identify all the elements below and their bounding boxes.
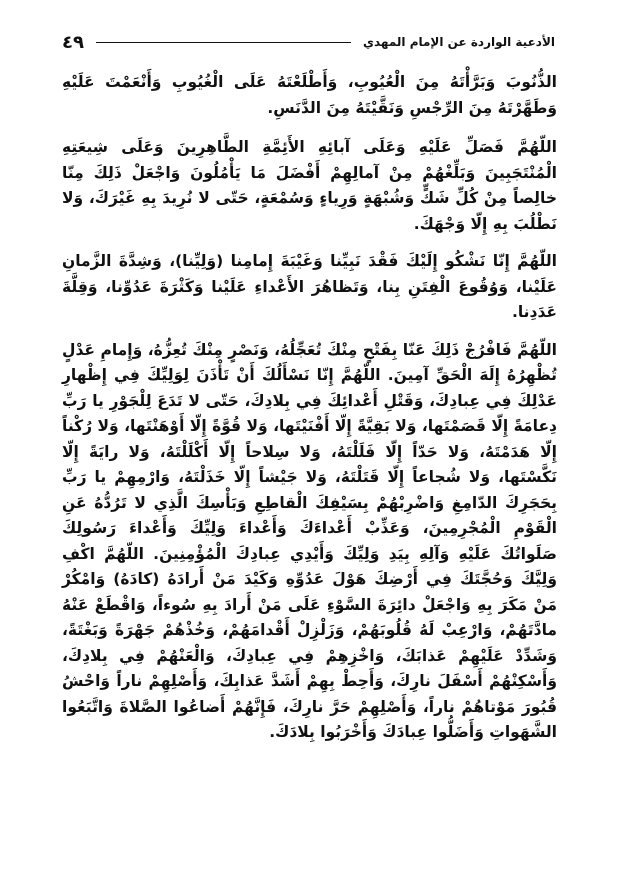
header-rule (96, 42, 351, 43)
running-title: الأدعية الواردة عن الإمام المهدي (363, 35, 555, 49)
page-number: ٤٩ (62, 31, 84, 53)
body-text (62, 70, 557, 758)
paragraph: اللّهُمَّ فَافْرُجْ ذَلِكَ عَنّا بِفَتْحٍ مِنْكَ تُعَجِّلُهُ، وَنَصْرٍ مِنْكَ تُعِزُّهُ، وَإِمامِ عَدْلٍ تُظْهِرُهُ إِلَهَ الْحَقِّ آمِينَ. اللّهُمَّ إِنّا نَسْأَلُكَ أَنْ تَأْذَنَ لِوَلِيِّكَ فِي إِظْهارِ عَدْلِكَ فِي عِبادِكَ، وَقَتْلِ أَعْدائِكَ فِي بِلادِكَ، حَتّى لا تَدَعَ لِلْجَوْرِ يا رَبِّ دِعامَةً إِلّا قَصَمْتَها، وَلا بَقِيَّةً إِلّا أَفْنَيْتَها، وَلا قُوَّةً إِلّا أَوْهَنْتَها، وَلا رُكْناً إِلّا هَدَمْتَهُ، وَلا حَدّاً إِلّا فَلَلْتَهُ، وَلا سِلاحاً إِلّا أَكْلَلْتَهُ، وَلا رايَةً إِلّا نَكَّسْتَها، وَلا شُجاعاً إِلّا قَتَلْتَهُ، وَلا جَيْشاً إِلّا خَذَلْتَهُ، وَارْمِهِمْ يا رَبِّ بِحَجَرِكَ الدّامِغِ وَاضْرِبْهُمْ بِسَيْفِكَ الْقاطِعِ وَبَأْسِكَ الَّذِي لا تَرُدُّهُ عَنِ الْقَوْمِ الْمُجْرِمِينَ، وَعَذِّبْ أَعْداءَكَ وَأَعْداءَ وَلِيِّكَ وَأَعْداءَ رَسُولِكَ صَلَواتُكَ عَلَيْهِ وَآلِهِ بِيَدِ وَلِيِّكَ وَأَيْدِي عِبادِكَ الْمُؤْمِنِينَ. اللّهُمَّ اكْفِ وَلِيَّكَ وَحُجَّتَكَ فِي أَرْضِكَ هَوْلَ عَدُوِّهِ وَكَيْدَ مَنْ أَرادَهُ (كادَهُ) وَامْكُرْ مَنْ مَكَرَ بِهِ وَاجْعَلْ دائِرَةَ السَّوْءِ عَلَى مَنْ أَرادَ بِهِ سُوءاً، وَاقْطَعْ عَنْهُ مادَّتَهُمْ، وَارْعِبْ لَهُ قُلُوبَهُمْ، وَزَلْزِلْ أَقْدامَهُمْ، وَخُذْهُمْ جَهْرَةً وَبَغْتَةً، وَشَدِّدْ عَلَيْهِمْ عَذابَكَ، وَاخْزِهِمْ فِي عِبادِكَ، وَالْعَنْهُمْ فِي بِلادِكَ، وَأَسْكِنْهُمْ أَسْفَلَ نارِكَ، وَأَحِطْ بِهِمْ أَشَدَّ عَذابِكَ، وَأَصْلِهِمْ ناراً وَاحْشُ قُبُورَ مَوْتاهُمْ ناراً، وَأَصْلِهِمْ حَرَّ نارِكَ، فَإِنَّهُمْ أَضاعُوا الصَّلاةَ وَاتَّبَعُوا الشَّهَواتِ وَأَضَلُّوا عِبادَكَ وَأَخْرَبُوا بِلادَكَ. (62, 340, 557, 741)
paragraph: الذُّنُوبَ وَبَرَّأْتَهُ مِنَ الْعُيُوبِ، وَأَطْلَعْتَهُ عَلَى الْغُيُوبِ وَأَنْعَمْتَ عَلَيْهِ وَطَهَّرْتَهُ مِنَ الرِّجْسِ وَنَقَّيْتَهُ مِنَ الدَّنَسِ. (62, 73, 557, 117)
paragraph: اللّهُمَّ إِنّا نَشْكُو إِلَيْكَ فَقْدَ نَبِيِّنا وَغَيْبَةَ إِمامِنا (وَلِيِّنا)، وَشِدَّةَ الزَّمانِ عَلَيْنا، وَوُقُوعَ الْفِتَنِ بِنا، وَتَظاهُرَ الأَعْداءِ عَلَيْنا وَكَثْرَةَ عَدُوِّنا، وَقِلَّةَ عَدَدِنا. (62, 252, 557, 321)
paragraph: اللّهُمَّ فَصَلِّ عَلَيْهِ وَعَلَى آبائِهِ الأَئِمَّةِ الطَّاهِرِينَ وَعَلَى شِيعَتِهِ الْمُنْتَجَبِينَ وَبَلِّغْهُمْ مِنْ آمالِهِمْ أَفْضَلَ مَا يَأْمُلُونَ وَاجْعَلْ ذَلِكَ مِنّا خالِصاً مِنْ كُلِّ شَكٍّ وَشُبْهَةٍ وَرِياءٍ وَسُمْعَةٍ، حَتّى لا نُرِيدَ بِهِ غَيْرَكَ، وَلا نَطْلُبَ بِهِ إِلّا وَجْهَكَ. (62, 138, 557, 233)
page-header (62, 30, 555, 54)
